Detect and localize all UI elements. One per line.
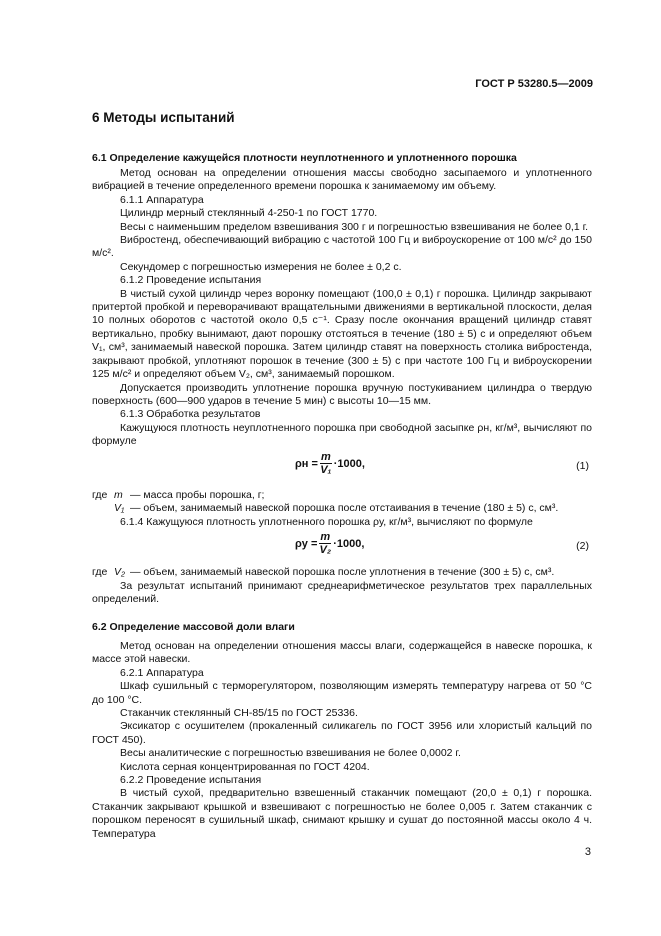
where-list-1 [92, 489, 592, 516]
symbol: m [114, 489, 123, 501]
paragraph: 6.1.4 Кажущуюся плотность уплотненного порошка ρу, кг/м³, вычисляют по формуле [120, 516, 533, 528]
paragraph: 6.1.1 Аппаратура [120, 193, 204, 206]
paragraph: Метод основан на определении отношения массы свободно засыпаемого и уплотненного вибрацией в течение определенного времени порошка к занимаемому им объему. [92, 167, 592, 193]
symbol-description: — объем, занимаемый навеской порошка после отстаивания в течение (180 ± 5) с, см³. [130, 502, 559, 515]
formula-fraction [320, 452, 332, 476]
paragraph: Весы с наименьшим пределом взвешивания 300 г и погрешностью взвешивания не более 0,1 г. [120, 220, 589, 233]
paragraph: Эксикатор с осушителем (прокаленный силикагель по ГОСТ 3956 или хлористый кальций по ГОСТ 450). [92, 720, 592, 746]
paragraph: Допускается производить уплотнение порошка вручную постукиванием цилиндра о твердую поверхность (600—900 ударов в течение 5 мин) с высоты 10—15 мм. [92, 381, 592, 407]
where-list-2 [92, 566, 592, 579]
paragraph: Весы аналитические с погрешностью взвешивания не более 0,0002 г. [120, 747, 461, 760]
formula-rhs: ·1000, [333, 458, 365, 470]
formula-denominator: V₂ [319, 544, 332, 556]
text-block-6-1 [92, 167, 592, 449]
paragraph: В чистый сухой, предварительно взвешенный стаканчик помещают (20,0 ± 0,1) г порошка. Стаканчик закрывают крышкой и взвешивают с погрешностью не более 0,005 г. Затем стаканчик с порошком переносят в сушильный шкаф, снимают крышку и сушат до постоянной массы около 4 ч. Температура [92, 787, 592, 840]
formula-lhs: ρн = [295, 458, 318, 470]
where-label: где [92, 489, 108, 501]
formula-numerator: m [320, 451, 331, 463]
equation-number: (2) [576, 540, 589, 552]
paragraph: За результат испытаний принимают среднеарифметическое результатов трех параллельных определений. [92, 580, 592, 606]
paragraph: 6.1.3 Обработка результатов [120, 408, 261, 421]
paragraph: Цилиндр мерный стеклянный 4-250-1 по ГОСТ 1770. [120, 207, 378, 220]
paragraph: Кислота серная концентрированная по ГОСТ 4204. [120, 760, 370, 773]
paragraph: 6.2.1 Аппаратура [120, 666, 204, 679]
formula-fraction [319, 532, 331, 556]
formula-numerator: m [320, 531, 331, 543]
symbol: V₂ [114, 566, 126, 578]
paragraph: Кажущуюся плотность неуплотненного порошка при свободной засыпке ρн, кг/м³, вычисляют по формуле [92, 421, 592, 448]
paragraph: 6.2.2 Проведение испытания [120, 774, 262, 787]
paragraph: Вибростенд, обеспечивающий вибрацию с частотой 100 Гц и виброускорение от 100 м/с² до 150 м/с². [92, 234, 592, 260]
paragraph: 6.1.2 Проведение испытания [120, 274, 262, 287]
symbol-description: — масса пробы порошка, г; [130, 489, 265, 501]
subsection-title-6-1: 6.1 Определение кажущейся плотности неуплотненного и уплотненного порошка [92, 152, 517, 164]
formula-rhs: ·1000, [333, 538, 365, 550]
equation-number: (1) [576, 460, 589, 472]
formula-denominator: V₁ [320, 464, 332, 476]
page-number: 3 [584, 846, 591, 858]
paragraph: Секундомер с погрешностью измерения не более ± 0,2 с. [120, 260, 402, 273]
paragraph: В чистый сухой цилиндр через воронку помещают (100,0 ± 0,1) г порошка. Цилиндр закрывают притертой пробкой и переворачивают вращательными движениями в вертикальной плоскости, делая 10 полных оборотов с частотой около 0,5 с⁻¹. Сразу после окончания вращений цилиндр ставят вертикально, пробку вынимают, дают порошку отстояться в течение (180 ± 5) с и определяют объем V₁, см³, занимаемый навеской порошка. Затем цилиндр ставят на поверхность столика вибростенда, закрывают пробкой, уплотняют порошок в течение (300 ± 5) с при частоте 100 Гц и виброускорении 125 м/с² и определяют объем V₂, см³, занимаемый порошком. [92, 287, 592, 381]
symbol: V₁ [114, 502, 125, 515]
document-header: ГОСТ Р 53280.5—2009 [475, 78, 593, 90]
where-label: где [92, 566, 108, 578]
formula-lhs: ρу = [295, 538, 318, 550]
paragraph: Стаканчик стеклянный СН-85/15 по ГОСТ 25336. [120, 707, 358, 720]
text-block-result [92, 580, 592, 607]
section-title: 6 Методы испытаний [92, 110, 235, 125]
text-block-6-2 [92, 640, 592, 841]
text-block-6-1-4 [92, 516, 592, 529]
subsection-title-6-2: 6.2 Определение массовой доли влаги [92, 621, 295, 633]
symbol-description: — объем, занимаемый навеской порошка после уплотнения в течение (300 ± 5) с, см³. [130, 566, 555, 578]
paragraph: Шкаф сушильный с терморегулятором, позволяющим измерять температуру нагрева от 50 °С до 100 °С. [92, 680, 592, 706]
paragraph: Метод основан на определении отношения массы влаги, содержащейся в навеске порошка, к массе этой навески. [92, 640, 592, 666]
